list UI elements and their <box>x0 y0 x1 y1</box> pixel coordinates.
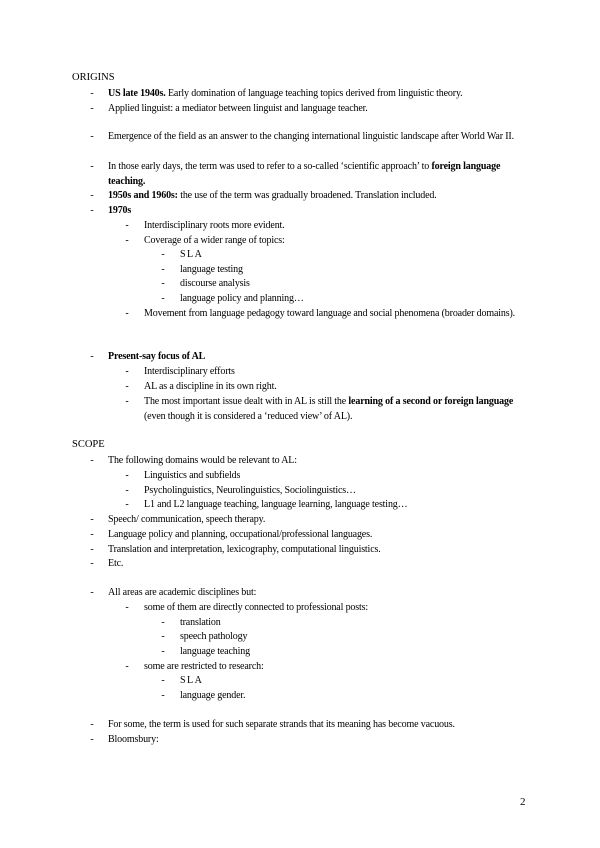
item-text: Bloomsbury: <box>108 734 159 745</box>
item-text: Early domination of language teaching topics derived from linguistic theory. <box>165 88 463 99</box>
item-text: The following domains would be relevant to AL: <box>108 455 297 466</box>
item-text: language teaching <box>180 646 250 657</box>
item-text: SLA <box>180 675 204 686</box>
item-bold: foreign language teaching. <box>108 161 501 187</box>
item-text: language policy and planning… <box>180 293 304 304</box>
item-text: speech pathology <box>180 631 248 642</box>
item-text: translation <box>180 617 221 628</box>
item-text: Interdisciplinary roots more evident. <box>144 220 285 231</box>
item-text: language gender. <box>180 690 246 701</box>
item-bold: Present-say focus of AL <box>108 351 206 362</box>
item-bold: US late 1940s. <box>108 88 166 99</box>
item-text: some of them are directly connected to professional posts: <box>144 602 369 613</box>
item-text: All areas are academic disciplines but: <box>108 587 257 598</box>
page-number: 2 <box>520 796 526 808</box>
item-text: Emergence of the field as an answer to the changing international linguistic landscape after World War II. <box>108 131 514 142</box>
item-text: Speech/ communication, speech therapy. <box>108 514 266 525</box>
item-text: Interdisciplinary efforts <box>144 366 235 377</box>
scope-heading: SCOPE <box>72 439 105 450</box>
item-text: Psycholinguistics, Neurolinguistics, Sociolinguistics… <box>144 485 356 496</box>
item-bold: learning of a second or foreign language <box>348 396 514 407</box>
item-text: In those early days, the term was used to refer to a so-called ‘scientific approach’ to <box>108 161 432 172</box>
item-text: AL as a discipline in its own right. <box>144 381 277 392</box>
item-text: Etc. <box>108 558 124 569</box>
item-text: Movement from language pedagogy toward language and social phenomena (broader domains). <box>144 308 515 319</box>
item-bold: 1950s and 1960s: <box>108 190 178 201</box>
item-bold: 1970s <box>108 205 132 216</box>
item-text: discourse analysis <box>180 278 250 289</box>
item-text: the use of the term was gradually broadened. Translation included. <box>177 190 437 201</box>
item-text: Coverage of a wider range of topics: <box>144 235 285 246</box>
item-text: (even though it is considered a ‘reduced view’ of AL). <box>144 410 353 422</box>
item-text: some are restricted to research: <box>144 661 264 672</box>
item-text: SLA <box>180 249 204 260</box>
item-text: Translation and interpretation, lexicography, computational linguistics. <box>108 544 381 555</box>
item-text: For some, the term is used for such separate strands that its meaning has become vacuous. <box>108 719 455 730</box>
item-text: Linguistics and subfields <box>144 470 241 481</box>
item-text: Applied linguist: a mediator between linguist and language teacher. <box>108 103 368 114</box>
item-text: language testing <box>180 264 243 275</box>
item-text: The most important issue dealt with in AL is still the <box>144 396 349 407</box>
item-text: L1 and L2 language teaching, language learning, language testing… <box>144 499 408 510</box>
document-page: ORIGINS - US late 1940s. Early domination of language teaching topics derived from linguistic theory. - Applied linguist: a mediator between linguist and language teacher. - Emergence of the field as an answer to the changing international linguistic landscape after World War II. - In those early days, the term was used to refer to a so-called ‘scientific approach’ to foreign language teaching. - 1950s and 1960s: the use of the term was gradually broadened. Translation included. - 1970s - Interdisciplinary roots more evident. - Coverage of a wider range of topics: - SLA - language testing - discourse analysis - language policy and planning… - Movement from language pedagogy toward language and social phenomena (broader domains). - Present-say focus of AL - Interdisciplinary efforts - AL as a discipline in its own right. - The most important issue dealt with in AL is still the learning of a second or foreign language (even though it is considered a ‘reduced view’ of AL). SCOPE - The following domains would be relevant to AL: - Linguistics and subfields - Psycholinguistics, Neurolinguistics, Sociolinguistics… - L1 and L2 language teaching, language learning, language testing… - Speech/ communication, speech therapy. - Language policy and planning, occupational/professional languages. - Translation and interpretation, lexicography, computational linguistics. - Etc. - All areas are academic disciplines but: - some of them are directly connected to professional posts: - translation - speech pathology - language teaching - some are restricted to research: - SLA - language gender. - For some, the term is used for such separate strands that its meaning has become vacuous. - Bloomsbury: 2 <box>0 0 600 848</box>
item-text: Language policy and planning, occupational/professional languages. <box>108 529 373 540</box>
origins-heading: ORIGINS <box>72 72 115 83</box>
